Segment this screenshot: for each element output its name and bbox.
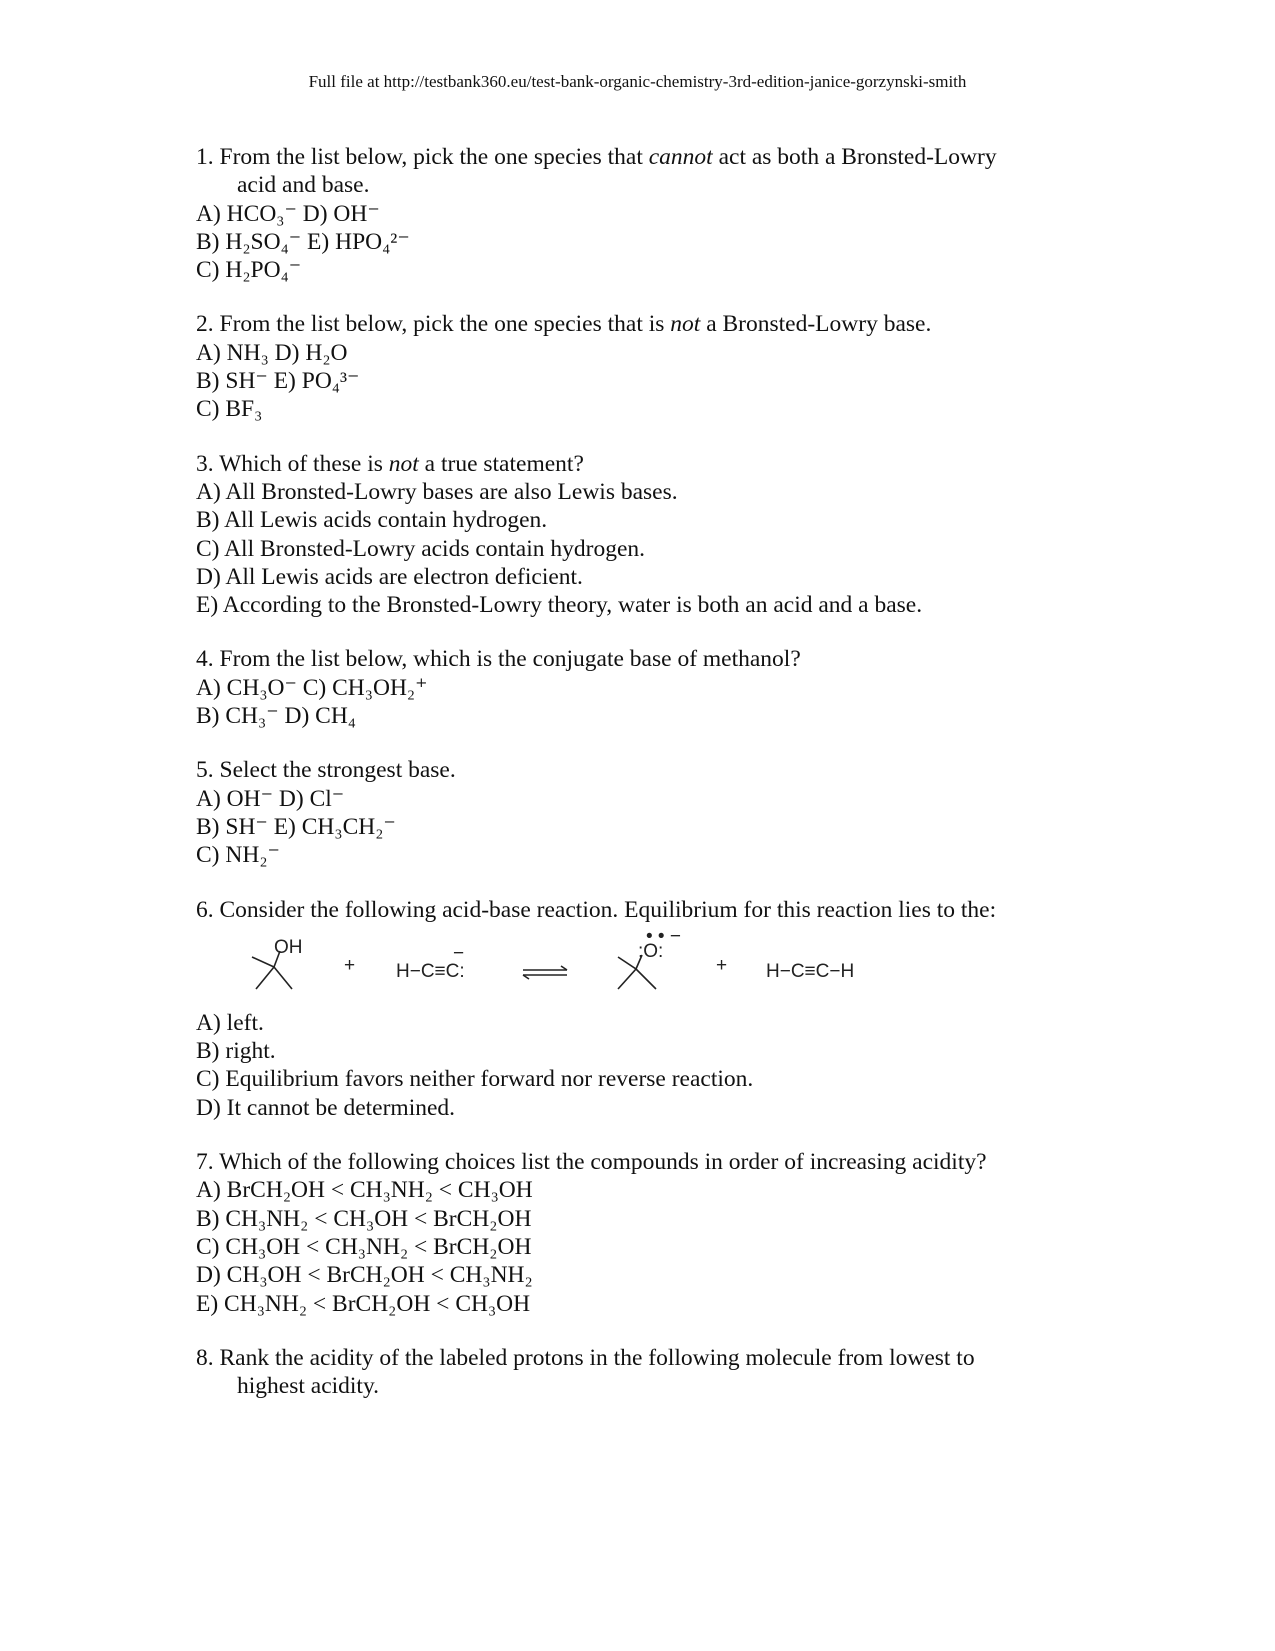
question-stem: 3. Which of these is not a true statement? xyxy=(196,450,584,477)
emphasis-word: not xyxy=(670,311,701,338)
question-stem: 6. Consider the following acid-base reaction. Equilibrium for this reaction lies to the: xyxy=(196,896,997,923)
question-stem: 4. From the list below, which is the conjugate base of methanol? xyxy=(196,646,801,673)
hydroxyl-label: OH xyxy=(274,936,303,958)
choice-line: A) CH₃O⁻ C) CH₃OH₂⁺ xyxy=(196,674,428,701)
choice-line: B) SH⁻ E) PO₄³⁻ xyxy=(196,368,360,395)
choice-line: C) H₂PO₄⁻ xyxy=(196,257,302,284)
equilibrium-arrows-icon xyxy=(523,966,567,979)
charge-mark: • • − xyxy=(646,925,681,947)
acetylide-label: H−C≡C: xyxy=(396,960,465,982)
choice-c: C) All Bronsted-Lowry acids contain hydrogen. xyxy=(196,535,646,562)
question-stem: 8. Rank the acidity of the labeled protons in the following molecule from lowest to xyxy=(196,1344,975,1371)
reaction-scheme xyxy=(196,925,1196,1007)
choice-e: E) CH₃NH₂ < BrCH₂OH < CH₃OH xyxy=(196,1290,531,1317)
acetylene-label: H−C≡C−H xyxy=(766,960,855,982)
choice-c: C) Equilibrium favors neither forward nor reverse reaction. xyxy=(196,1066,754,1093)
choice-b: B) All Lewis acids contain hydrogen. xyxy=(196,507,548,534)
choice-line: A) NH₃ D) H₂O xyxy=(196,339,348,366)
plus-sign: + xyxy=(344,954,356,976)
page-header: Full file at http://testbank360.eu/test-bank-organic-chemistry-3rd-edition-janice-gorzynski-smith xyxy=(308,72,967,91)
choice-e: E) According to the Bronsted-Lowry theory, water is both an acid and a base. xyxy=(196,592,923,619)
choice-d: D) It cannot be determined. xyxy=(196,1094,456,1121)
choice-line: A) HCO₃⁻ D) OH⁻ xyxy=(196,200,380,227)
question-stem: 2. From the list below, pick the one species that is not a Bronsted-Lowry base. xyxy=(196,311,932,338)
choice-line: C) NH₂⁻ xyxy=(196,842,280,869)
question-stem: 5. Select the strongest base. xyxy=(196,757,456,784)
choice-line: B) CH₃⁻ D) CH₄ xyxy=(196,703,357,730)
choice-b: B) CH₃NH₂ < CH₃OH < BrCH₂OH xyxy=(196,1205,532,1232)
question-stem-continuation: highest acidity. xyxy=(237,1373,380,1400)
question-8 xyxy=(196,1344,1196,1401)
choice-b: B) right. xyxy=(196,1038,276,1065)
emphasis-word: not xyxy=(388,450,419,477)
emphasis-word: cannot xyxy=(648,144,713,170)
choice-d: D) All Lewis acids are electron deficient. xyxy=(196,563,583,590)
question-5 xyxy=(196,756,1196,869)
question-6 xyxy=(196,896,1196,1122)
charge-mark: − xyxy=(453,942,465,964)
choice-line: B) H₂SO₄⁻ E) HPO₄²⁻ xyxy=(196,228,410,255)
question-list xyxy=(196,143,1196,1426)
choice-a: A) BrCH₂OH < CH₃NH₂ < CH₃OH xyxy=(196,1177,533,1204)
question-4 xyxy=(196,645,1196,730)
choice-a: A) All Bronsted-Lowry bases are also Lewis bases. xyxy=(196,478,678,505)
question-7 xyxy=(196,1148,1196,1318)
choice-c: C) CH₃OH < CH₃NH₂ < BrCH₂OH xyxy=(196,1233,532,1260)
reaction-drawing xyxy=(196,925,916,1007)
question-3 xyxy=(196,450,1196,620)
choice-d: D) CH₃OH < BrCH₂OH < CH₃NH₂ xyxy=(196,1262,533,1289)
question-1 xyxy=(196,143,1196,284)
question-stem: 7. Which of the following choices list the compounds in order of increasing acidity? xyxy=(196,1149,987,1176)
question-stem-continuation: acid and base. xyxy=(237,172,370,199)
alkoxide-oxygen-label: :O: xyxy=(638,940,664,962)
plus-sign: + xyxy=(716,954,728,976)
question-stem: 1. From the list below, pick the one species that cannot act as both a Bronsted-Lowry xyxy=(196,144,997,170)
choice-a: A) left. xyxy=(196,1009,264,1036)
choice-line: A) OH⁻ D) Cl⁻ xyxy=(196,785,345,812)
choice-line: C) BF₃ xyxy=(196,396,263,423)
choice-line: B) SH⁻ E) CH₃CH₂⁻ xyxy=(196,813,396,840)
question-2 xyxy=(196,310,1196,423)
